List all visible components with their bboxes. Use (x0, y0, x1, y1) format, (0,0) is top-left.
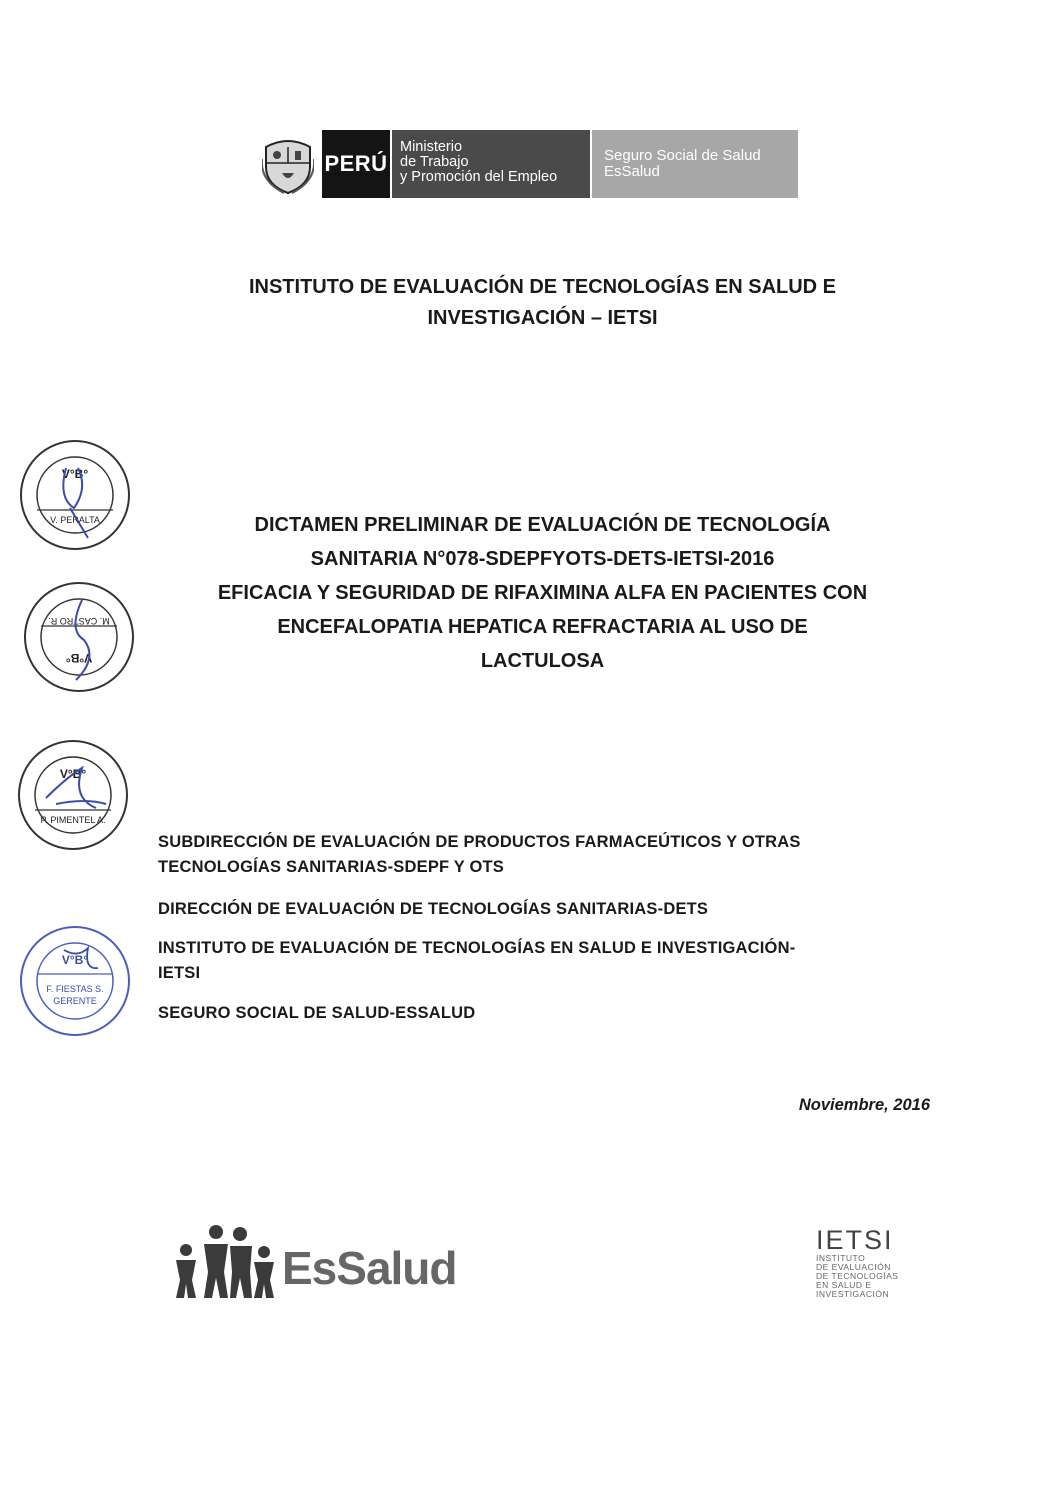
dictamen-title (140, 508, 945, 678)
stamp-vb: V°B° (59, 767, 87, 781)
ministry-line: de Trabajo (400, 154, 469, 170)
stamp-role: GERENTE (53, 996, 97, 1006)
org-line: IETSI (158, 964, 201, 982)
stamp-name: F. FIESTAS S. (46, 984, 104, 994)
peru-coat-of-arms-icon (258, 130, 318, 198)
stamp-vb: V°B° (61, 467, 89, 481)
org-instituto (158, 936, 930, 986)
dictamen-line: EFICACIA Y SEGURIDAD DE RIFAXIMINA ALFA EN PACIENTES CON (217, 582, 868, 604)
org-direccion (158, 897, 930, 922)
ietsi-logo-line: DE TECNOLOGÍAS (816, 1271, 899, 1281)
dictamen-line: LACTULOSA (480, 650, 605, 672)
stamp-name: P. PIMENTEL A. (40, 815, 106, 825)
org-line: SEGURO SOCIAL DE SALUD-ESSALUD (158, 1004, 476, 1022)
ietsi-logo-title: IETSI (816, 1225, 894, 1255)
ietsi-logo-line: EN SALUD E (816, 1280, 872, 1290)
ietsi-logo-line: INSTITUTO (816, 1253, 866, 1263)
ietsi-logo-line: INVESTIGACIÓN (816, 1289, 890, 1299)
ministry-line: y Promoción del Empleo (400, 169, 558, 185)
ministry-label (390, 130, 590, 198)
dictamen-line: DICTAMEN PRELIMINAR DE EVALUACIÓN DE TECNOLOGÍA (254, 514, 831, 536)
essalud-label (590, 130, 798, 198)
essalud-line: EsSalud (604, 163, 660, 180)
approval-stamp-fiestas (18, 924, 132, 1038)
org-line: TECNOLOGÍAS SANITARIAS-SDEPF Y OTS (158, 858, 505, 876)
ietsi-logo-line: DE EVALUACIÓN (816, 1262, 891, 1272)
dictamen-line: ENCEFALOPATIA HEPATICA REFRACTARIA AL USO DE (277, 616, 808, 638)
ministry-line: Ministerio (400, 139, 463, 155)
document-date: Noviembre, 2016 (798, 1096, 930, 1114)
title-line: INSTITUTO DE EVALUACIÓN DE TECNOLOGÍAS EN SALUD E (248, 276, 837, 298)
org-line: SUBDIRECCIÓN DE EVALUACIÓN DE PRODUCTOS FARMACEÚTICOS Y OTRAS (158, 833, 801, 851)
institute-title (150, 272, 935, 334)
org-subdireccion (158, 830, 930, 880)
approval-stamp-pimentel (16, 738, 130, 852)
title-line: INVESTIGACIÓN – IETSI (427, 307, 658, 329)
essalud-logo (170, 1212, 490, 1298)
peru-label: PERÚ (322, 130, 390, 198)
government-logo-band (258, 130, 798, 198)
stamp-name: V. PERALTA (50, 515, 100, 525)
essalud-line: Seguro Social de Salud (604, 147, 761, 164)
org-line: INSTITUTO DE EVALUACIÓN DE TECNOLOGÍAS EN SALUD E INVESTIGACIÓN- (158, 939, 796, 957)
stamp-name: M. CASTRO R. (48, 616, 110, 626)
stamp-vb: V°B° (61, 953, 89, 967)
stamp-vb: V°B° (65, 651, 93, 665)
essalud-logo-text: EsSalud (282, 1242, 457, 1294)
org-seguro-social (158, 1001, 930, 1026)
dictamen-line: SANITARIA N°078-SDEPFYOTS-DETS-IETSI-2016 (310, 548, 775, 570)
org-line: DIRECCIÓN DE EVALUACIÓN DE TECNOLOGÍAS SANITARIAS-DETS (158, 900, 709, 918)
ietsi-logo (816, 1226, 936, 1299)
family-figures-icon (170, 1222, 278, 1298)
approval-stamp-peralta (18, 438, 132, 552)
approval-stamp-castro (22, 580, 136, 694)
